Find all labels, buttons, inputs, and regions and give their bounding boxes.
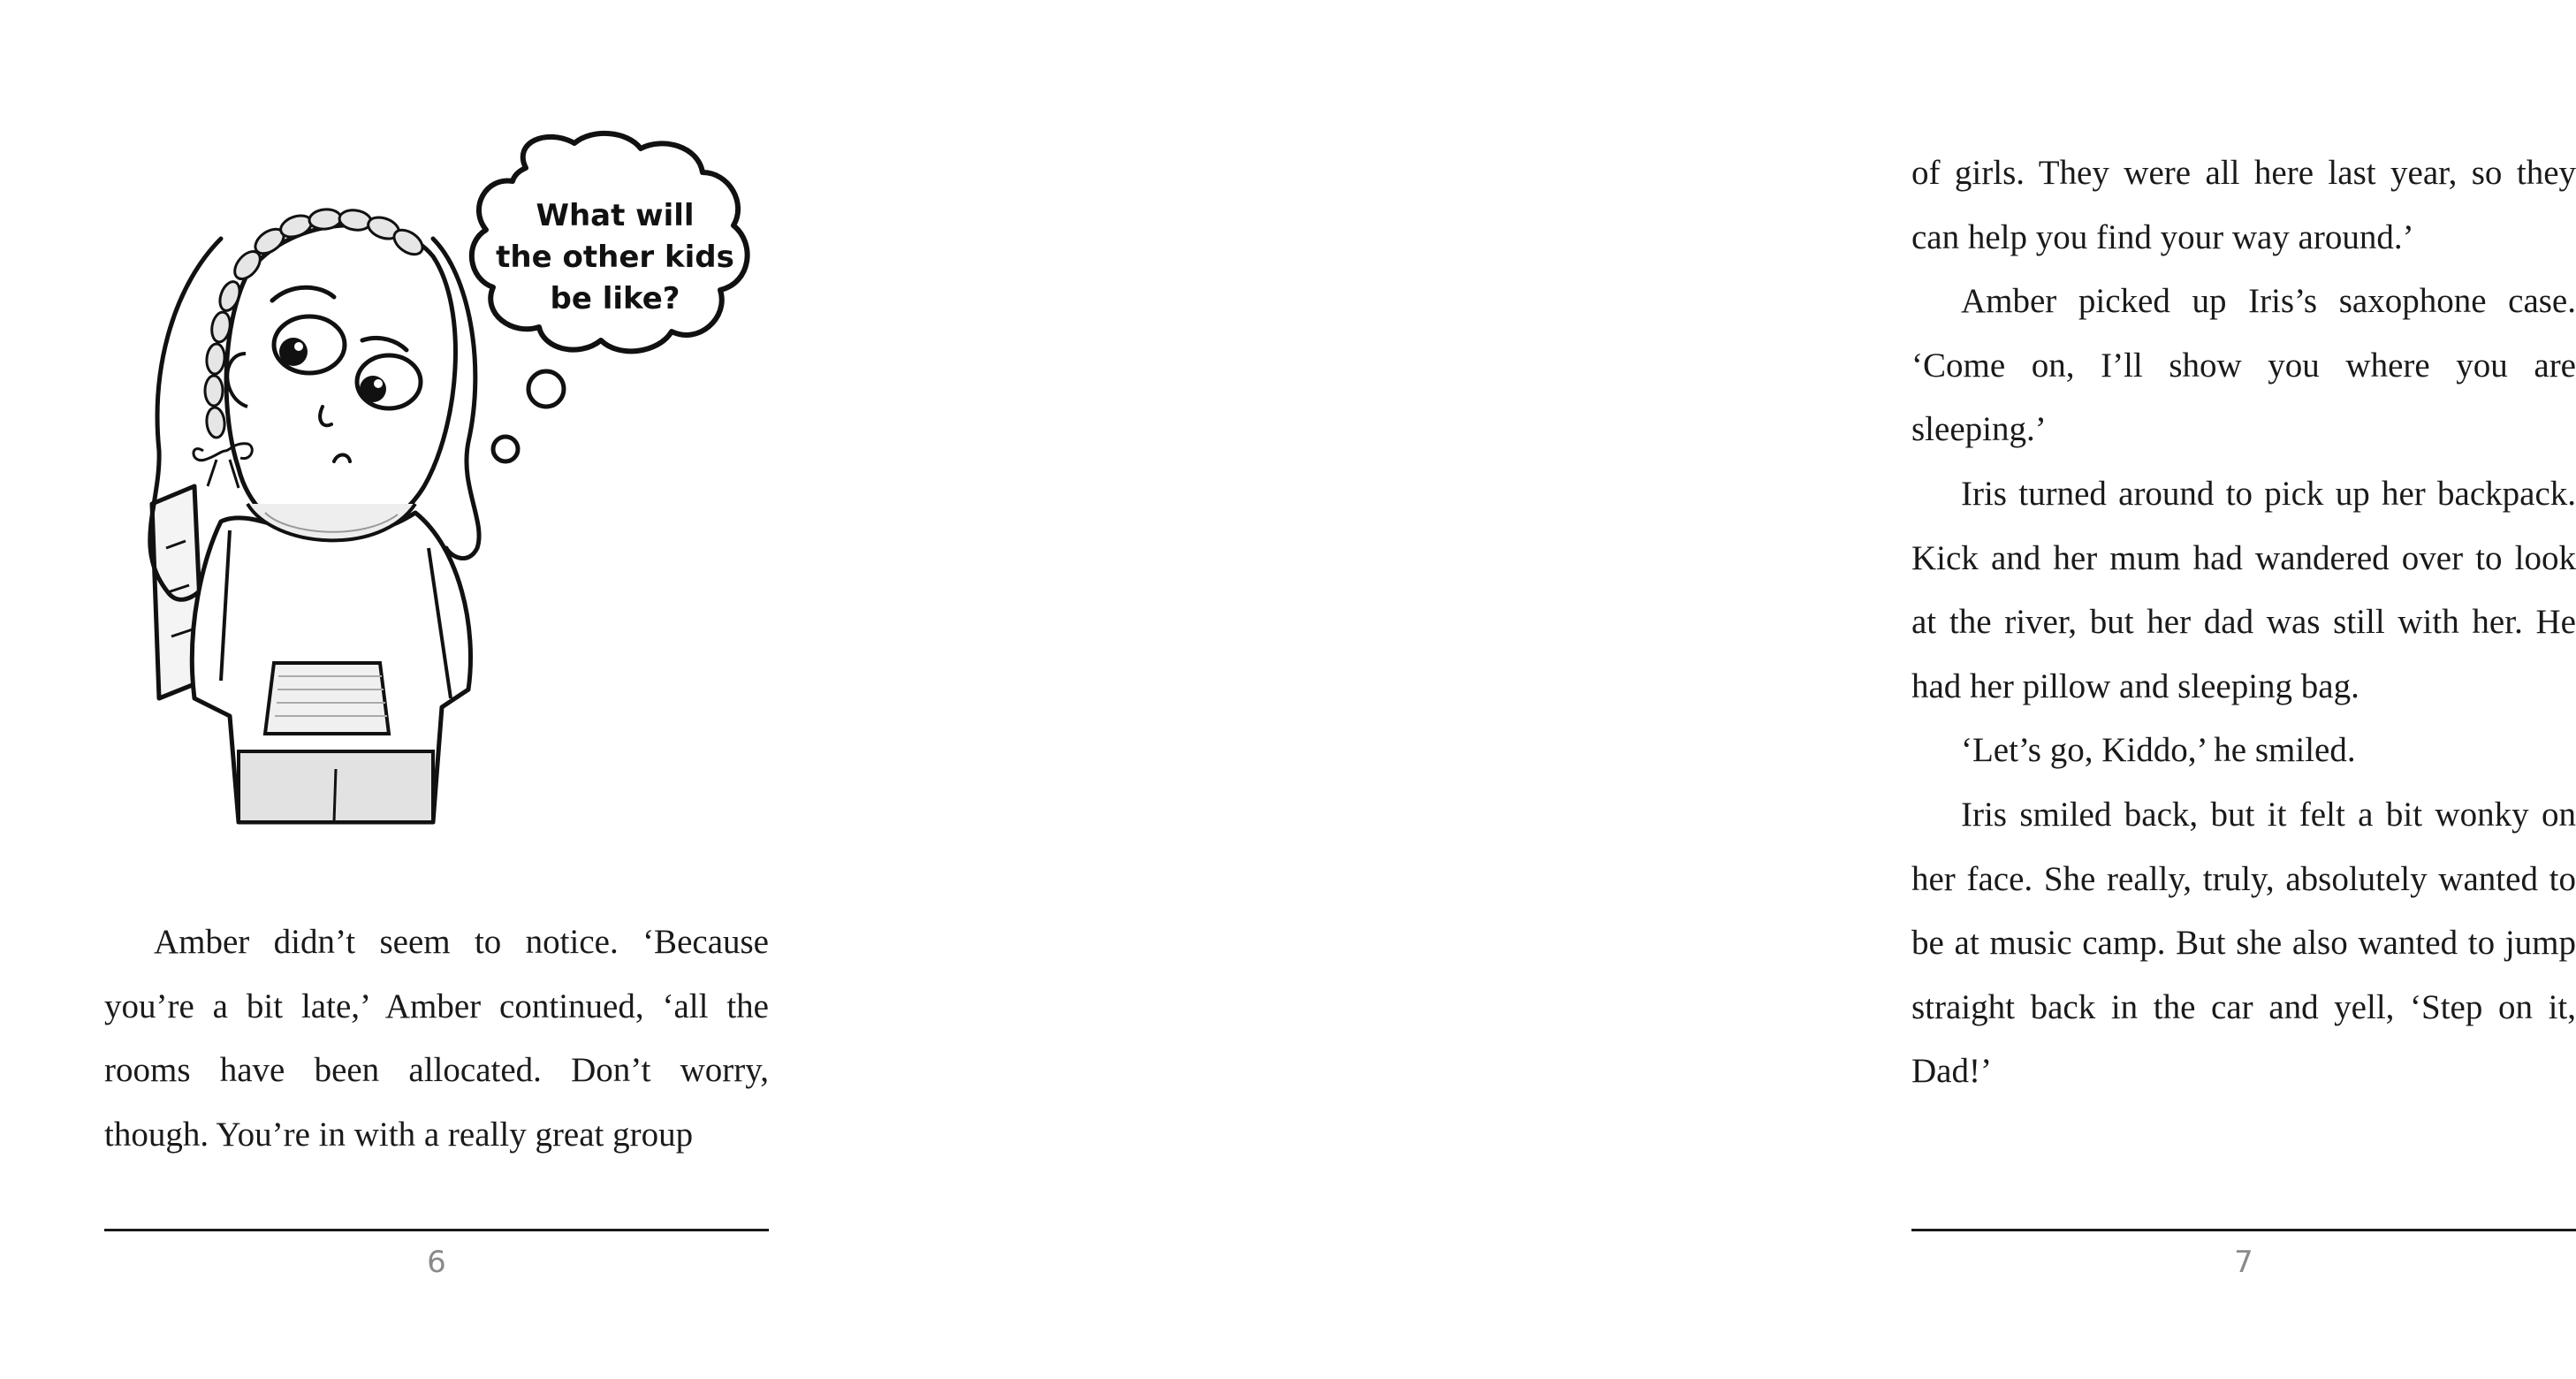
bubble-line-3: be like? bbox=[550, 281, 680, 316]
paragraph: Iris turned around to pick up her backpack. Kick and her mum had wandered over to look at the river, but her dad was still with her. He had her pillow and sleeping bag. bbox=[1911, 474, 2576, 705]
paragraph: Amber picked up Iris’s saxophone case. ‘Come on, I’ll show you where you are sleeping.’ bbox=[1911, 282, 2576, 449]
bubble-line-1: What will bbox=[536, 198, 695, 233]
paragraph: ‘Let’s go, Kiddo,’ he smiled. bbox=[1961, 731, 2356, 770]
paragraph: of girls. They were all here last year, so they can help you find your way around.’ bbox=[1911, 154, 2576, 256]
paragraph: Amber didn’t seem to notice. ‘Because you’re a bit late,’ Amber continued, ‘all the rooms have been allocated. Don’t worry, though. You’re in with a really great group bbox=[104, 923, 769, 1154]
footer-rule bbox=[1911, 1229, 2576, 1231]
girl-illustration bbox=[97, 133, 804, 831]
footer-rule bbox=[104, 1229, 769, 1231]
page-number: 6 bbox=[427, 1245, 446, 1280]
right-page bbox=[891, 0, 2576, 1379]
left-page-text bbox=[104, 910, 769, 1167]
paragraph: Iris smiled back, but it felt a bit wonky on her face. She really, truly, absolutely wanted to be at music camp. But she also wanted to jump straight back in the car and yell, ‘Step on it, Dad!’ bbox=[1911, 795, 2576, 1091]
right-page-text bbox=[1911, 141, 2576, 1104]
bubble-line-2: the other kids bbox=[496, 240, 734, 275]
thought-bubble bbox=[472, 133, 748, 461]
hoodie-graphic bbox=[192, 504, 470, 822]
page-number: 7 bbox=[2234, 1245, 2253, 1280]
left-page bbox=[0, 0, 891, 1379]
